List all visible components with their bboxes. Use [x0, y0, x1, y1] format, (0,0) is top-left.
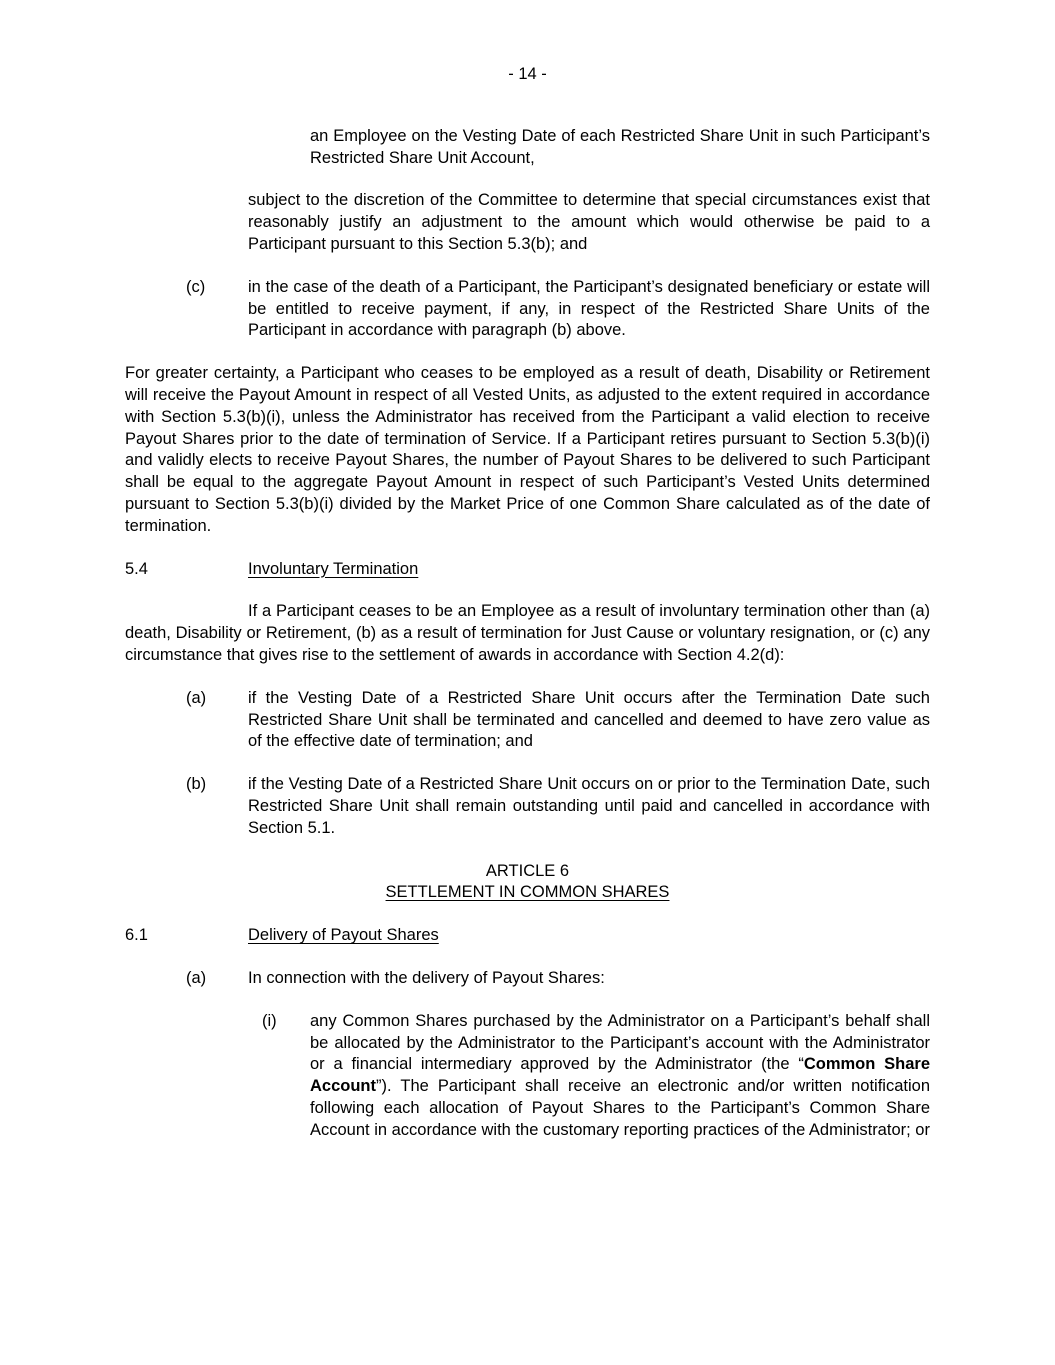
list-item-6a-i	[125, 1011, 930, 1142]
defined-term: Common Share Account	[310, 1055, 931, 1096]
list-item-b	[125, 774, 930, 839]
clause-subject: subject to the discretion of the Committee to determine that special circumstances exist that reasonably justify an adjustment to the amount which would otherwise be paid to a Participant pursuant to this Section 5.3(b); and	[248, 191, 930, 253]
section-number-6-1: 6.1	[125, 926, 148, 945]
list-marker-6a: (a)	[186, 968, 207, 987]
para-greater-certainty: For greater certainty, a Participant who ceases to be employed as a result of death, Disability or Retirement will receive the Payout Amount in respect of all Vested Units, as adjusted to the extent required in accordance with Section 5.3(b)(i), unless the Administrator has received from the Participant a valid election to receive Payout Shares prior to the date of termination of Service. If a Participant retires pursuant to Section 5.3(b)(i) and validly elects to receive Payout Shares, the number of Payout Shares to be delivered to such Participant shall be equal to the aggregate Payout Amount in respect of such Participant’s Vested Units determined pursuant to Section 5.3(b)(i) divided by the Market Price of one Common Share calculated as of the date of termination.	[125, 364, 930, 535]
section-title-5-4: Involuntary Termination	[248, 559, 419, 578]
list-item-6a	[125, 968, 930, 990]
section-heading-5-4	[125, 559, 930, 581]
text-before-defined-term: any Common Shares purchased by the Administrator on a Participant’s behalf shall be allocated by the Administrator to the Participant’s account with the Administrator or a financial intermediary approved by the Administrator (the “	[310, 1011, 930, 1074]
list-item-6a-text: In connection with the delivery of Payout Shares:	[248, 968, 605, 987]
list-item-c	[125, 277, 930, 342]
list-item-6a-i-text	[310, 1011, 930, 1142]
article-heading	[125, 861, 930, 905]
para-5-4-intro: If a Participant ceases to be an Employee as a result of involuntary termination other than (a) death, Disability or Retirement, (b) as a result of termination for Just Cause or voluntary resignation, or (c) any circumstance that gives rise to the settlement of awards in accordance with Section 4.2(d):	[125, 602, 930, 664]
list-item-a-text: if the Vesting Date of a Restricted Share Unit occurs after the Termination Date such Restricted Share Unit shall be terminated and cancelled and deemed to have zero value as of the effective date of termination; and	[248, 688, 930, 751]
list-marker-6a-i: (i)	[262, 1011, 277, 1030]
clause-employee: an Employee on the Vesting Date of each Restricted Share Unit in such Participant’s Restricted Share Unit Account,	[310, 126, 930, 167]
article-number: ARTICLE 6	[485, 861, 570, 880]
section-number-5-4: 5.4	[125, 559, 148, 578]
text-after-defined-term: ”). The Participant shall receive an electronic and/or written notification following each allocation of Payout Shares to the Participant’s Common Share Account in accordance with the customary reporting practices of the Administrator; or	[310, 1077, 930, 1139]
section-title-6-1: Delivery of Payout Shares	[248, 926, 439, 945]
list-item-c-text: in the case of the death of a Participant, the Participant’s designated beneficiary or estate will be entitled to receive payment, if any, in respect of the Restricted Share Units of the Participant in accordance with paragraph (b) above.	[248, 277, 930, 340]
page-number: - 14 -	[508, 65, 547, 83]
list-marker-a: (a)	[186, 688, 207, 707]
section-heading-6-1	[125, 925, 930, 947]
article-title: SETTLEMENT IN COMMON SHARES	[385, 883, 670, 902]
list-item-a	[125, 688, 930, 753]
list-marker-c: (c)	[186, 277, 206, 296]
list-item-b-text: if the Vesting Date of a Restricted Share Unit occurs on or prior to the Termination Date, such Restricted Share Unit shall remain outstanding until paid and cancelled in accordance with Section 5.1.	[248, 775, 930, 837]
list-marker-b: (b)	[186, 775, 207, 794]
